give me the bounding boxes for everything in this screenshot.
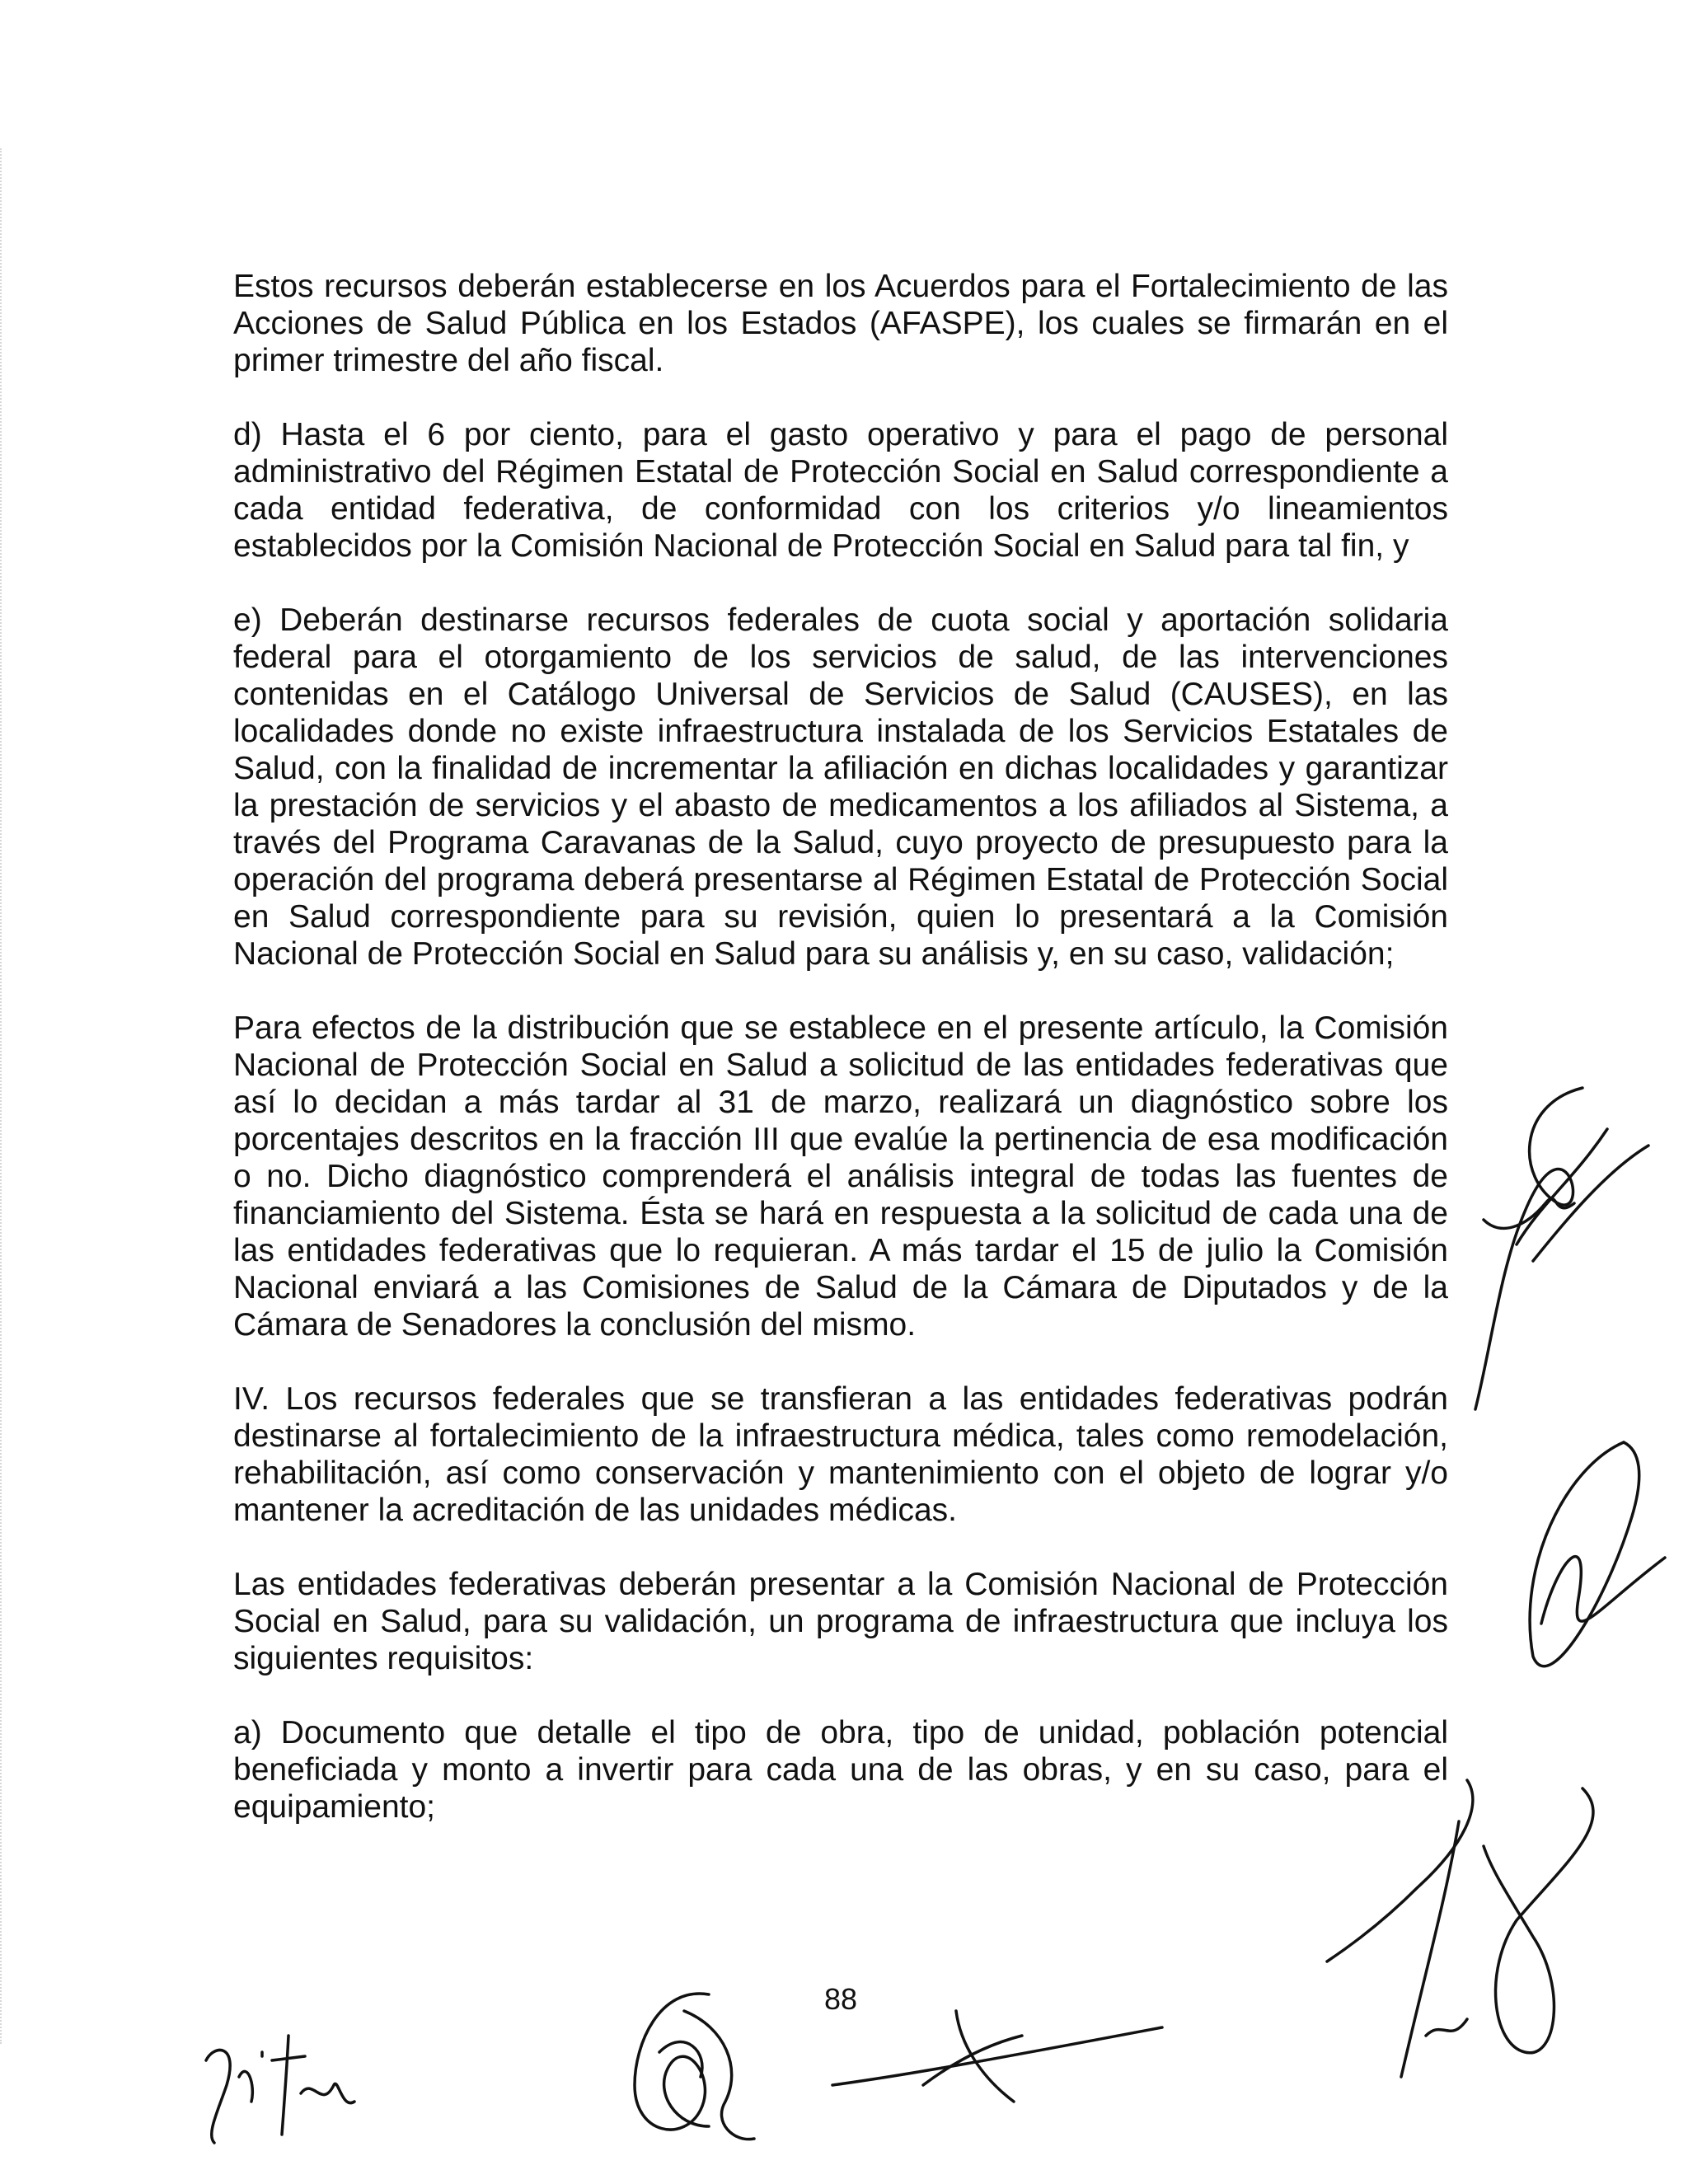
paragraph-requisitos: Las entidades federativas deberán presentar a la Comisión Nacional de Protección Social en Salud, para su validación, un programa de infraestructura que incluya los siguientes requisitos:	[233, 1567, 1448, 1676]
signature-right-lower	[1319, 1772, 1615, 2093]
page-number: 88	[823, 1982, 858, 2016]
signature-bottom-center	[610, 1978, 775, 2168]
document-body	[233, 268, 1448, 1863]
paragraph-d-gasto-operativo: d) Hasta el 6 por ciento, para el gasto operativo y para el pago de personal administrativo del Régimen Estatal de Protección Social en Salud correspondiente a cada entidad federativa, de conformidad con los criterios y/o lineamientos establecidos por la Comisión Nacional de Protección Social en Salud para tal fin, y	[233, 417, 1448, 564]
scan-edge	[0, 148, 13, 2044]
signature-right-upper	[1467, 1080, 1657, 1426]
paragraph-a-documento: a) Documento que detalle el tipo de obra, tipo de unidad, población potencial beneficiada y monto a invertir para cada una de las obras, y en su caso, para el equipamiento;	[233, 1715, 1448, 1825]
signature-right-middle	[1500, 1434, 1673, 1698]
paragraph-distribucion: Para efectos de la distribución que se establece en el presente artículo, la Comisión Nacional de Protección Social en Salud a solicitud de las entidades federativas que así lo decidan a más tardar al 31 de marzo, realizará un diagnóstico sobre los porcentajes descritos en la fracción III que evalúe la pertinencia de esa modificación o no. Dicho diagnóstico comprenderá el análisis integral de todas las fuentes de financiamiento del Sistema. Ésta se hará en respuesta a la solicitud de cada una de las entidades federativas que lo requieran. A más tardar el 15 de julio la Comisión Nacional enviará a las Comisiones de Salud de la Cámara de Diputados y de la Cámara de Senadores la conclusión del mismo.	[233, 1010, 1448, 1343]
paragraph-e-caravanas: e) Deberán destinarse recursos federales de cuota social y aportación solidaria federal para el otorgamiento de los servicios de salud, de las intervenciones contenidas en el Catálogo Universal de Servicios de Salud (CAUSES), en las localidades donde no existe infraestructura instalada de los Servicios Estatales de Salud, con la finalidad de incrementar la afiliación en dichas localidades y garantizar la prestación de servicios y el abasto de medicamentos a los afiliados al Sistema, a través del Programa Caravanas de la Salud, cuyo proyecto de presupuesto para la operación del programa deberá presentarse al Régimen Estatal de Protección Social en Salud correspondiente para su revisión, quien lo presentará a la Comisión Nacional de Protección Social en Salud para su análisis y, en su caso, validación;	[233, 602, 1448, 972]
paragraph-afaspe: Estos recursos deberán establecerse en los Acuerdos para el Fortalecimiento de las Acciones de Salud Pública en los Estados (AFASPE), los cuales se firmarán en el primer trimestre del año fiscal.	[233, 269, 1448, 378]
paragraph-iv-infraestructura: IV. Los recursos federales que se transfieran a las entidades federativas podrán destinarse al fortalecimiento de la infraestructura médica, tales como remodelación, rehabilitación, así como conservación y mantenimiento con el objeto de lograr y/o mantener la acreditación de las unidades médicas.	[233, 1381, 1448, 1528]
signature-bottom-left	[190, 2011, 371, 2151]
signature-bottom-right-cross	[824, 1994, 1170, 2110]
